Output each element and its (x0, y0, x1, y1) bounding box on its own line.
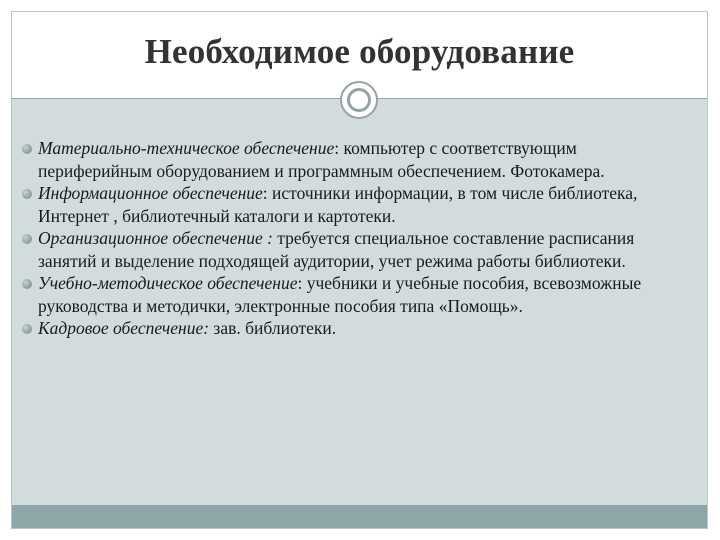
slide-title: Необходимое оборудование (144, 32, 575, 71)
circle-ornament-icon (340, 81, 378, 119)
slide (11, 11, 708, 529)
bullet-term: Материально-техническое обеспечение (38, 138, 335, 158)
bullet-text: зав. библиотеки. (209, 318, 337, 338)
bullet-item (22, 137, 690, 182)
bullet-text: : учебники и учебные пособия, всевозможные руководства и методички, электронные пособия типа «Помощь». (38, 273, 642, 316)
bullet-dot-icon (22, 279, 32, 289)
bullet-item (22, 227, 690, 272)
bullet-term: Кадровое обеспечение: (38, 318, 210, 338)
bullet-item (22, 272, 690, 317)
bullet-dot-icon (22, 189, 32, 199)
bullet-term: Организационное обеспечение : (38, 228, 273, 248)
bullet-text: : компьютер с соответствующим периферийным оборудованием и программным обеспечением. Фотокамера. (38, 138, 605, 181)
bullet-item (22, 317, 690, 340)
bullet-text: : источники информации, в том числе библиотека, Интернет , библиотечный каталоги и картотеки. (38, 183, 651, 226)
bullet-term: Учебно-методическое обеспечение (38, 273, 298, 293)
bullet-list (22, 137, 690, 340)
bullet-dot-icon (22, 234, 32, 244)
bullet-item (22, 182, 690, 227)
bullet-dot-icon (22, 324, 32, 334)
bullet-text: требуется специальное составление расписания занятий и выделение подходящей аудитории, учет режима работы библиотеки. (38, 228, 635, 271)
bottom-bar (12, 505, 707, 528)
bullet-term: Информационное обеспечение (38, 183, 263, 203)
bullet-dot-icon (22, 144, 32, 154)
